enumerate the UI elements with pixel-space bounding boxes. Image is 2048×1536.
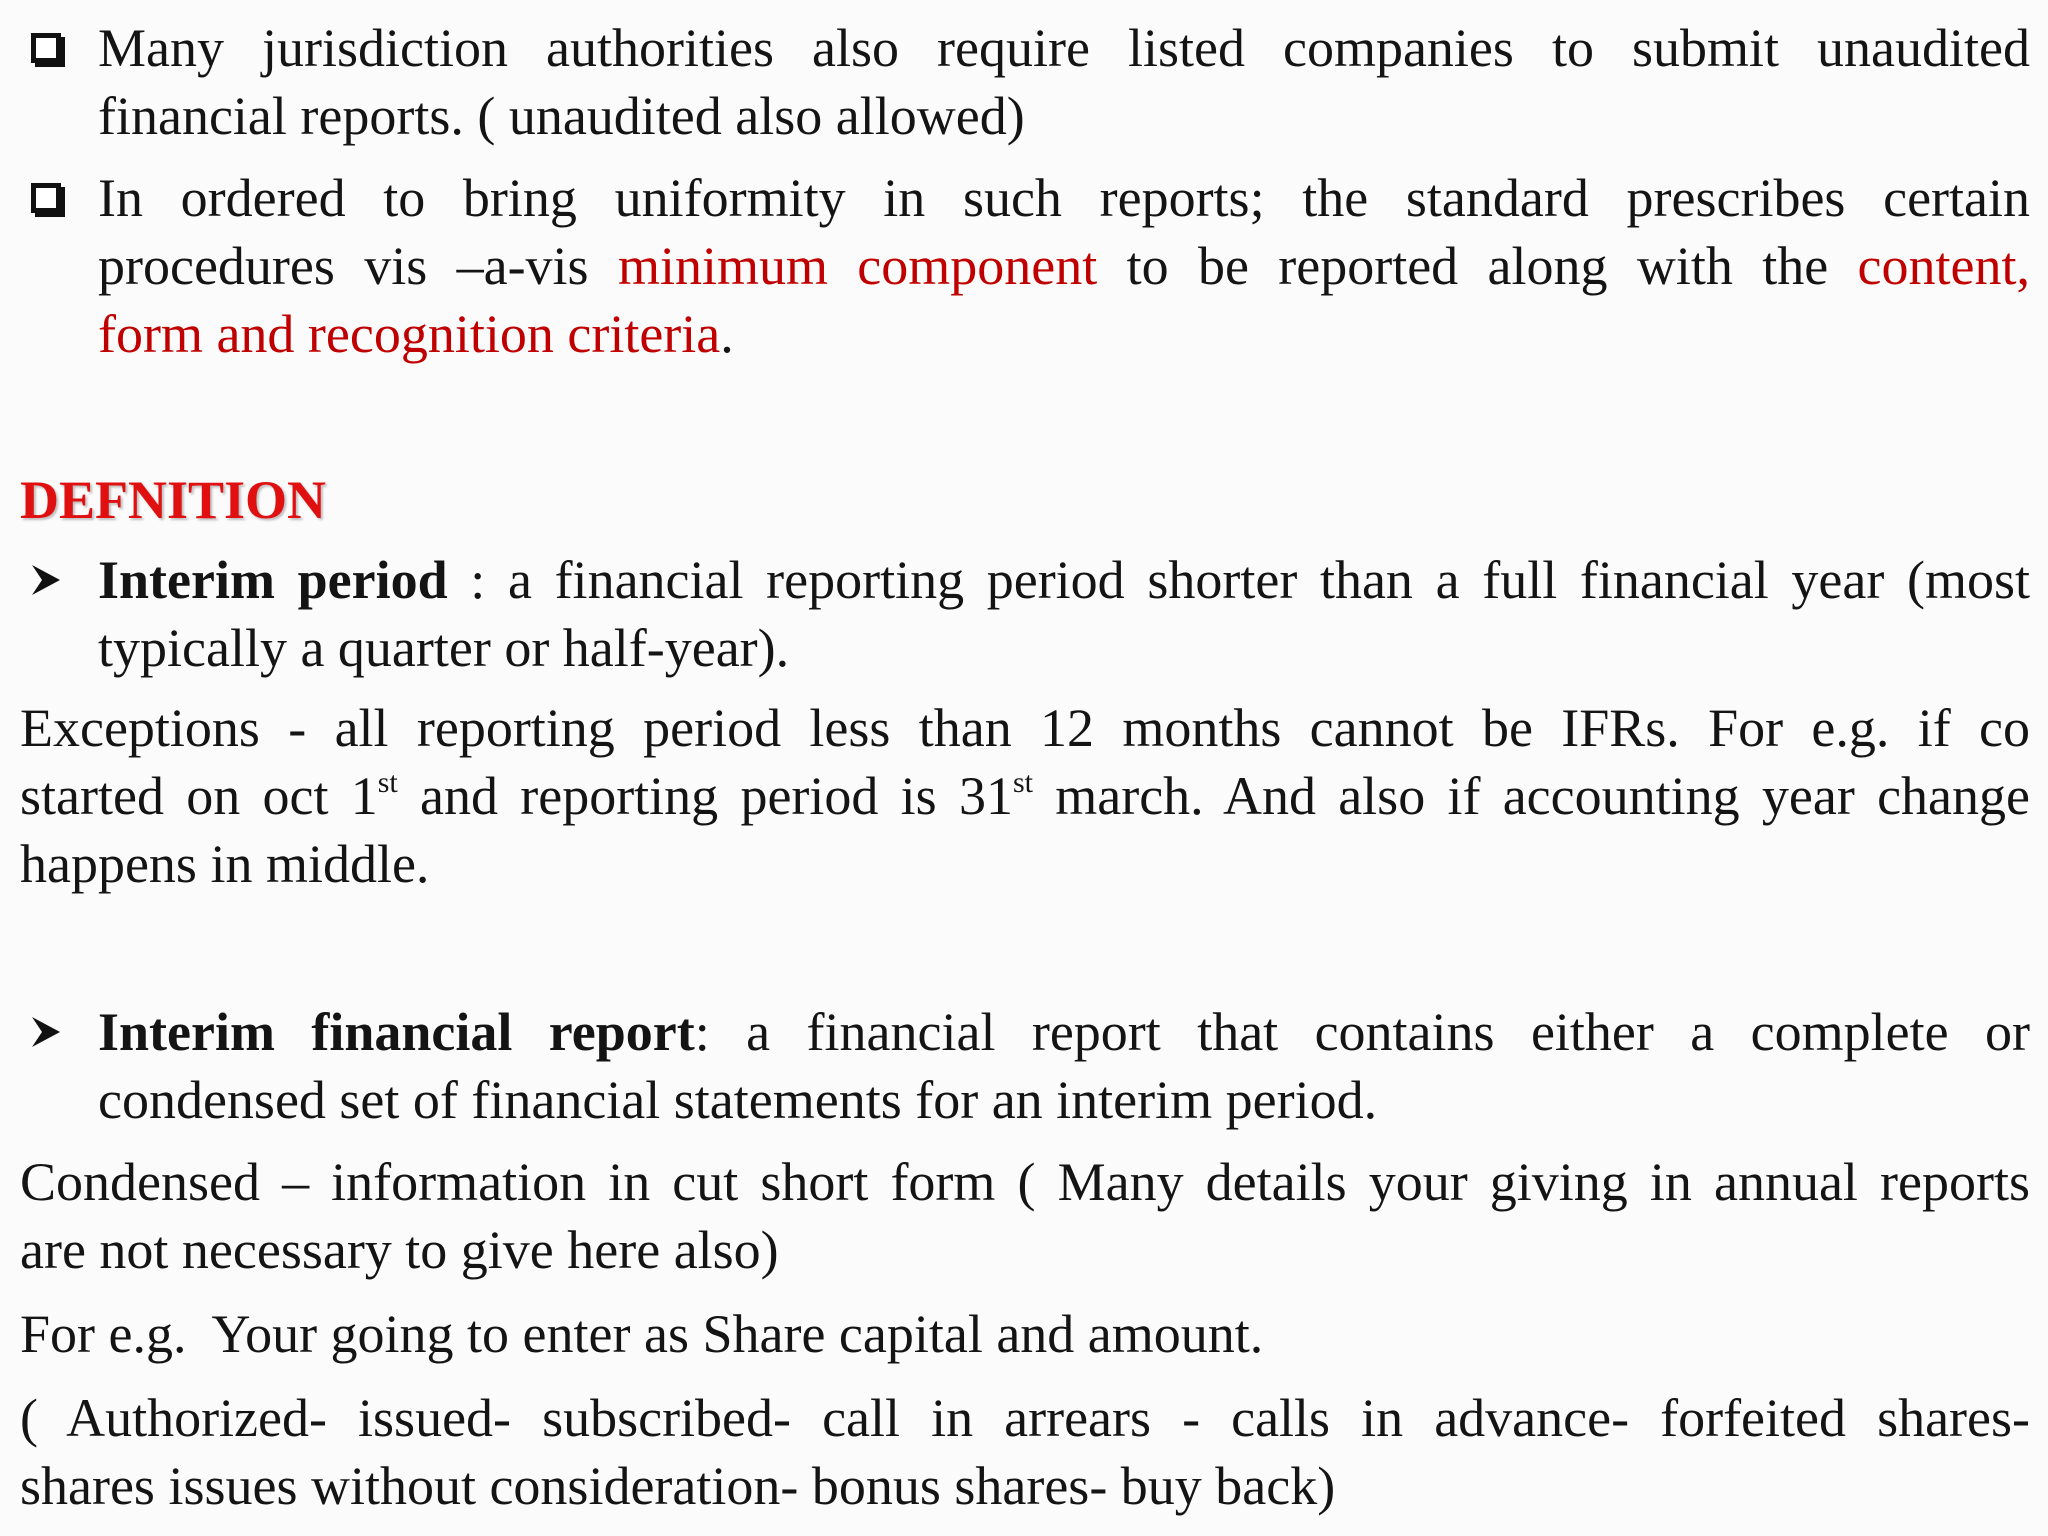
text-run: procedures vis –a-vis	[98, 236, 618, 296]
term-interim-financial-report: Interim financial report	[98, 1002, 695, 1062]
text-run: started on oct 1	[20, 766, 378, 826]
bullet-jurisdiction	[20, 14, 2030, 150]
superscript: st	[1012, 766, 1033, 799]
text-run: march. And also if accounting year change	[1032, 766, 2030, 826]
arrow-bullet-icon	[26, 546, 66, 614]
term-interim-period: Interim period	[98, 550, 448, 610]
definition-interim-report	[20, 998, 2030, 1134]
text-run: : a financial report that contains either a complete or	[694, 1002, 2030, 1062]
exceptions-paragraph	[20, 694, 2030, 898]
condensed-line2: are not necessary to give here also)	[20, 1220, 779, 1280]
interim-period-line1	[20, 546, 2030, 614]
interim-period-line2: typically a quarter or half-year).	[98, 618, 790, 678]
share-list-line2: shares issues without consideration- bonus shares- buy back)	[20, 1456, 1336, 1516]
bullet-uniformity	[20, 164, 2030, 368]
superscript: st	[377, 766, 398, 799]
definition-heading: DEFNITION	[20, 470, 327, 530]
exceptions-line2	[20, 762, 2030, 830]
condensed-paragraph	[20, 1148, 2030, 1284]
checkbox-bullet-icon	[26, 14, 66, 82]
bullet-uniformity-line3	[20, 300, 2030, 368]
arrow-bullet-icon	[26, 998, 66, 1066]
bullet-jurisdiction-line2: financial reports. ( unaudited also allowed)	[98, 86, 1025, 146]
interim-report-line2: condensed set of financial statements for an interim period.	[98, 1070, 1378, 1130]
checkbox-bullet-icon	[26, 164, 66, 232]
share-list-paragraph	[20, 1384, 2030, 1520]
text-run: to be reported along with the	[1097, 236, 1858, 296]
highlight-minimum-component: minimum component	[617, 236, 1098, 296]
exceptions-line1: Exceptions - all reporting period less than 12 months cannot be IFRs. For e.g. if co	[20, 698, 2030, 758]
share-list-line1: ( Authorized- issued- subscribed- call in arrears - calls in advance- forfeited shares-	[20, 1388, 2030, 1448]
text-run: and reporting period is 31	[397, 766, 1013, 826]
bullet-uniformity-line2	[20, 232, 2030, 300]
text-run: .	[720, 304, 734, 364]
bullet-jurisdiction-line1: Many jurisdiction authorities also require listed companies to submit unaudited	[98, 18, 2030, 78]
highlight-content: content,	[1857, 236, 2030, 296]
example-line: For e.g. Your going to enter as Share capital and amount.	[20, 1304, 1264, 1364]
condensed-line1: Condensed – information in cut short form ( Many details your giving in annual reports	[20, 1152, 2030, 1212]
definition-interim-period	[20, 546, 2030, 682]
bullet-uniformity-line1: In ordered to bring uniformity in such reports; the standard prescribes certain	[98, 168, 2030, 228]
definition-heading-block	[20, 466, 2030, 534]
highlight-form-recognition: form and recognition criteria	[98, 304, 721, 364]
interim-report-line1	[20, 998, 2030, 1066]
example-paragraph	[20, 1300, 2030, 1368]
text-run: : a financial reporting period shorter than a full financial year (most	[447, 550, 2031, 610]
exceptions-line3: happens in middle.	[20, 834, 430, 894]
